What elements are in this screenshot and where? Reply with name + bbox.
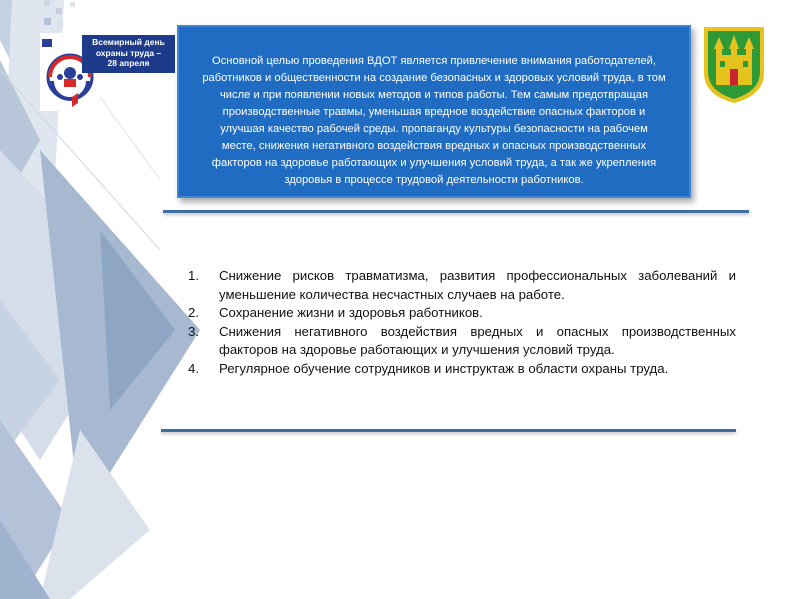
info-line: здоровья в процессе трудовой деятельности работников. — [284, 174, 584, 186]
day-title — [82, 35, 175, 73]
divider-top — [163, 210, 749, 213]
goal-item — [188, 304, 736, 323]
world-safety-day-badge — [40, 33, 176, 113]
goal-number: 2. — [188, 305, 199, 320]
day-title-line: Всемирный день — [92, 37, 165, 47]
info-line: Основной целью проведения ВДОТ является привлечение внимания работодателей, — [212, 55, 656, 67]
goal-number: 1. — [188, 268, 199, 283]
divider-bottom — [161, 429, 736, 432]
day-title-line: охраны труда – — [95, 47, 162, 58]
goal-line: Регулярное обучение сотрудников и инструктаж в области охраны труда. — [219, 360, 669, 376]
info-line: работников и общественности на создание безопасных и здоровых условий труда, в том — [202, 72, 666, 84]
goal-line: Сохранение жизни и здоровья работников. — [219, 305, 483, 320]
goal-line: факторов на здоровье работающих и улучшения условий труда. — [219, 342, 615, 357]
info-box — [177, 25, 691, 198]
info-line: производственные травмы, уменьшая вредное воздействие опасных факторов и — [222, 106, 646, 118]
goal-item — [188, 323, 736, 360]
info-line: числе и при появлении новых методов и типов работы. Тем самым предотвращая — [219, 89, 649, 101]
info-line: улучшая качество рабочей среды. пропаганду культуры безопасности на рабочем — [220, 123, 648, 135]
goals-list — [188, 267, 736, 378]
day-title-line: 28 апреля — [107, 58, 150, 68]
goal-line: Снижение рисков травматизма, развития профессиональных заболеваний и — [219, 268, 736, 283]
goal-item — [188, 360, 736, 379]
goal-line: Снижения негативного воздействия вредных и опасных производственных — [219, 323, 736, 339]
coat-of-arms-icon — [702, 25, 766, 105]
info-text — [179, 53, 689, 189]
goal-line: уменьшение количества несчастных случаев на работе. — [219, 286, 565, 302]
info-line: факторов на здоровье работающих и улучшения условий труда, а так же укрепления — [211, 157, 657, 169]
goal-number: 4. — [188, 360, 199, 376]
goal-number: 3. — [188, 323, 199, 339]
goal-item — [188, 267, 736, 304]
info-line: месте, снижения негативного воздействия вредных и опасных производственных — [221, 140, 647, 152]
